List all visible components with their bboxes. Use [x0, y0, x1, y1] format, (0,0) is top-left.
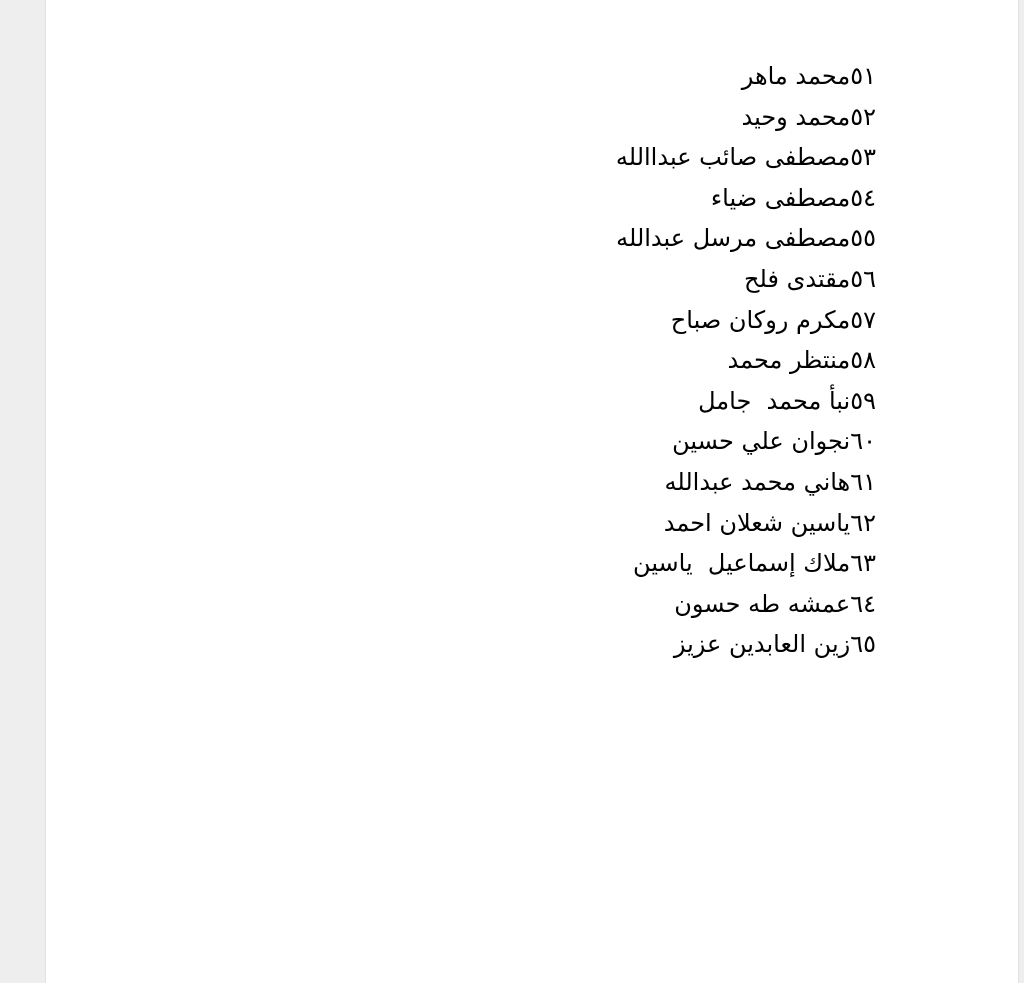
list-item: ٦٥زين العابدين عزيز	[673, 630, 876, 659]
list-item: ٥٨منتظر محمد	[727, 346, 876, 375]
list-item: ٥٥مصطفى مرسل عبدالله	[616, 224, 876, 253]
list-item: ٦٤عمشه طه حسون	[674, 589, 876, 618]
list-item: ٥٧مكرم روكان صباح	[670, 305, 876, 334]
list-item: ٥٤مصطفى ضياء	[710, 183, 876, 212]
list-item: ٥٦مقتدى فلح	[744, 264, 876, 293]
list-item: ٦٣ملاك إسماعيل ياسين	[633, 549, 876, 578]
list-item: ٥٩نبأ محمد جامل	[698, 386, 876, 415]
list-item: ٥٢محمد وحيد	[741, 102, 876, 131]
name-list	[616, 56, 876, 665]
list-item: ٦٠نجوان علي حسين	[672, 427, 876, 456]
list-item: ٦٢ياسين شعلان احمد	[663, 508, 876, 537]
list-item: ٦١هاني محمد عبدالله	[664, 467, 876, 496]
document-page	[45, 0, 1019, 983]
list-item: ٥٣مصطفى صائب عبداالله	[615, 143, 876, 172]
list-item: ٥١محمد ماهر	[741, 62, 876, 90]
